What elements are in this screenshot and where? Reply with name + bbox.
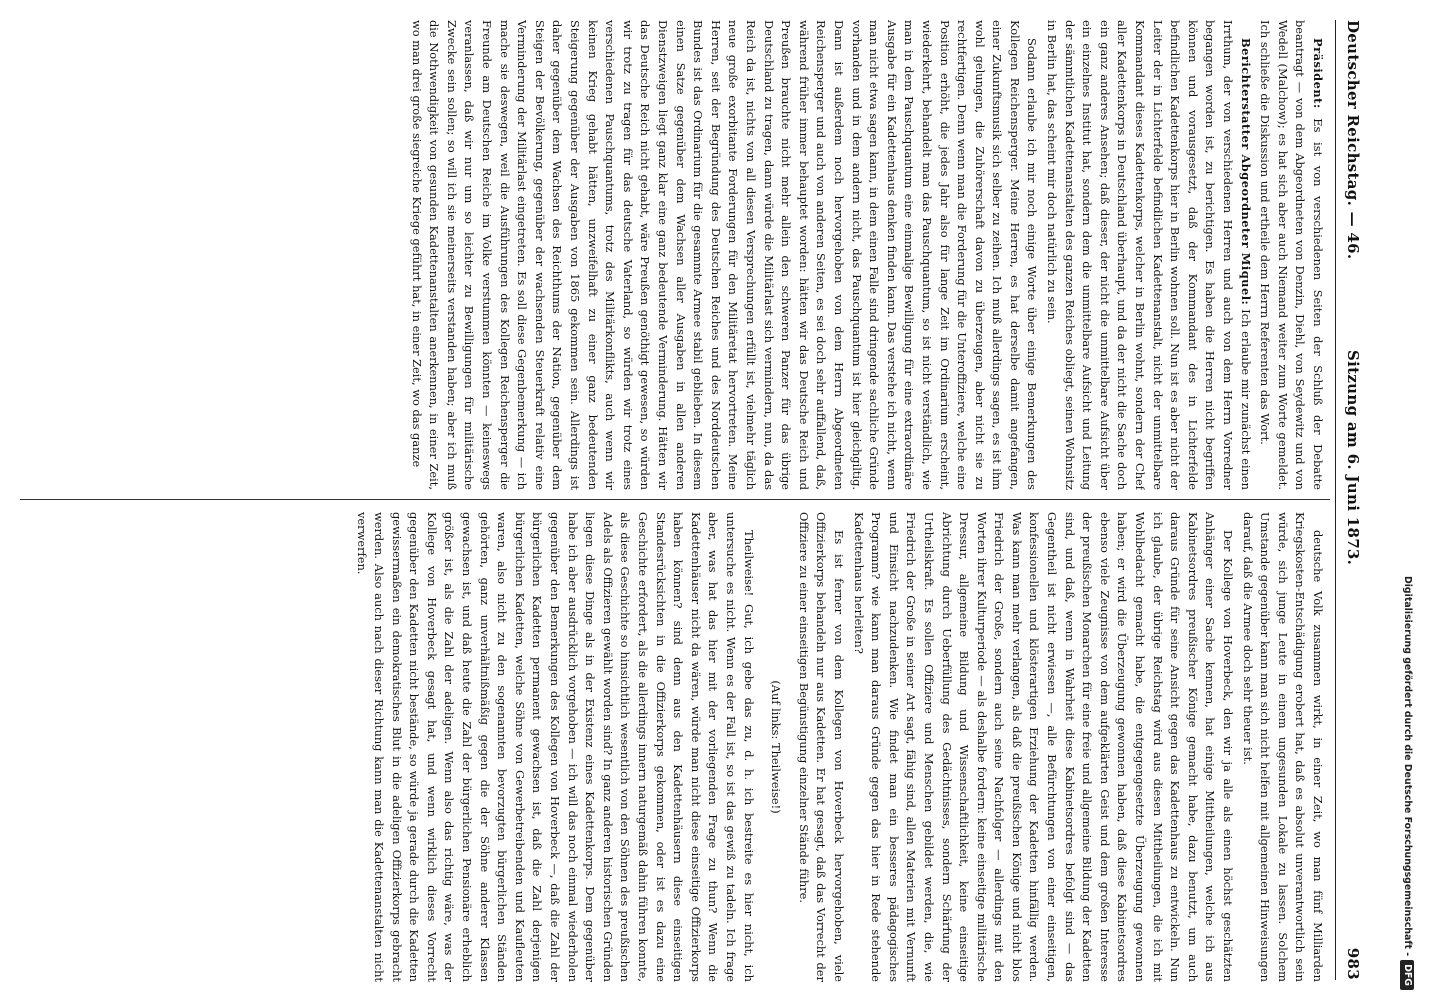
paragraph	[1256, 20, 1326, 490]
header-rule	[1335, 20, 1336, 980]
digitization-note	[1394, 10, 1420, 990]
text-column-left	[26, 20, 1326, 490]
speaker-name: Berichterstatter Abgeordneter Miquel:	[1238, 38, 1253, 306]
paragraph-text: Der Kollege von Hoverbeck, den wir ja alle als einen höchst geschätzten Anhänger einer Sache kennen, hat einige Mittheilungen, welche ich aus Kabinetsordres preußischer Könige gemacht habe, dazu benutzt, um auch daraus Gründe für seine Ansicht gegen das Kadettenhaus zu entwickeln. Nun ich glaube, der übrige Reichstag wird aus diesen Mittheilungen, die ich mit Wohlbedacht gemacht habe, die entgegengesetzte Überzeugung gewonnen haben; er wird die Überzeugung gewonnen haben, daß diese Kabinetsordres ebenso viele Zeugnisse von dem aufgeklärten Geist und dem großen Interesse der preußischen Monarchen für eine freie und allgemeine Bildung der Kadetten sind, und daß, wenn in Wahrheit diese Kabinetsordres befolgt sind — das Gegentheil ist nicht erwiesen —, alle Befürchtungen von einer einseitigen, konfessionellen und klösterartigen Erziehung der Kadetten hinfällig werden. Was kann man mehr verlangen, als daß die preußischen Könige und nicht blos Friedrich der Große, sondern auch seine Nachfolger — allerdings mit den Worten ihrer Kulturperiode — als deshalbe fordern: keine einseitige militärische Dressur, allgemeine Bildung und Wissenschaftlichkeit, keine einseitige Abrichtung durch Ueberfüllung des Gedächtnisses, sondern Schärfung der Urtheilskraft. Es sollen Offiziere und Menschen gebildet werden, die, wie Friedrich der Große in seiner Art sagt, fähig sind, allen Materien mit Vernunft und Einsicht nachzudenken. Wie findet man ein besseres pädagogisches Programm? wie kann man daraus Gründe gegen das hier in Rede stehende Kadettenhaus herleiten?	[851, 512, 1236, 982]
paragraph	[1238, 512, 1326, 982]
digitization-sidebar	[1394, 10, 1420, 990]
header-session-date: Sitzung am 6. Juni 1873.	[1344, 350, 1362, 566]
paragraph-text: Es ist ferner von dem Kollegen von Hoverbeck hervorgehoben, viele Offizierkorps behandeln nur aus Kadetten. Er hat gesagt, daß das Vorrecht der Offiziere zu einer einseitigen Begünstigung einzelner Stände führe.	[796, 512, 846, 982]
interjection: (Auf links: Theilweise!)	[769, 680, 784, 814]
text-column-right	[26, 512, 1326, 982]
paragraph-text: Ich erlaube mir zunächst einen Irrthum, der von verschiedenen Herren und auch von dem Herrn Vorredner begangen worden ist, zu berichtigen. Es haben die Herren nicht begriffen können und vorausgesetzt, daß der Kommandant des in Lichterfelde befindlichen Kadettenkorps hier in Berlin wohnen soll. Nun ist es aber nicht der Leiter der in Lichterfelde befindlichen Kadettenanstalt, nicht der unmittelbare Kommandant dieses Kadettenkorps, welcher in Berlin wohnt, sondern der Chef aller Kadettenkorps in Deutschland überhaupt, und da der nicht die Sache doch ein ganz anderes Ansehen; daß dieser, der nicht die unmittelbare Aufsicht über ein einzelnes Institut hat, sondern dem die unmittelbare Aufsicht und Leitung der sämmtlichen Kadettenanstalten des ganzen Reiches obliegt, seinen Wohnsitz in Berlin hat, das scheint mir doch natürlich zu sein.	[1045, 20, 1253, 490]
paragraph	[1043, 20, 1254, 490]
paragraph-text: deutsche Volk zusammen wirkt, in einer Zeit, wo man fünf Milliarden Kriegskosten-Entschädigung erobert hat, daß es absolut unverantwortlich sein würde, sich junge Leute in einem ungesunden Lokale zu lassen. Solchem Umstande gegenüber kann man sich nicht helfen mit allgemeinen Hinweisungen darauf, daß die Armee doch sehr theuer ist.	[1240, 512, 1325, 982]
dfg-logo: DFG	[1400, 960, 1414, 990]
paragraph	[794, 512, 847, 982]
page-header	[1336, 20, 1370, 980]
paragraph-text: Theilweise! Gut, ich gebe das zu, d. h. ich bestreite es hier nicht, ich untersuche es nicht. Wenn es der Fall ist, so ist das gewiß zu tadeln. Ich frage aber, was hat das hier mit der vorliegenden Frage zu thun? Wenn die Kadettenhäuser nicht da wären, würde man nicht diese einseitige Offizierkorps haben können? sind denn aus den Kadettenhäusern diese einseitigen Standesrücksichten in die Offizierkorps gekommen, oder ist es dazu eine Geschichte erfordert, als die allerdings innern naturgemäß dahin führen konnte, als diese Geschichte so hinsichtlich wesentlich von den Söhnen des preußischen Adels als Offizieren gewählt worden sind? In ganz anderen historischen Gründen liegen diese Dinge als in der Existenz eines Kadettenkorps. Dem gegenüber habe ich aber ausdrücklich vorgehoben — ich will das noch einmal wiederholen gegenüber den Bemerkungen des Kollegen von Hoverbeck —, daß die Zahl der bürgerlichen Kadetten permanent gewachsen ist, daß die Zahl derjenigen bürgerlichen Kadetten, welche Söhne von Gewerbetreibenden und Kaufleuten waren, also nicht zu den sogenannten bevorzugten bürgerlichen Ständen gehörten, ganz unverhältnißmäßig gegen die der Söhne anderer Klassen gewachsen ist, und daß heute die Zahl der bürgerlichen Pensionäre erheblich größer ist, als die Zahl der adeligen. Wenn also das richtig wäre, was der Kollege von Hoverbeck gesagt hat, und wenn wirklich dieses Vorrecht gegenüber den Kadetten nicht bestände, so würde ja gerade durch die Kadetten gewissermaßen ein demokratisches Blut in die adeligen Offizierkorps gebracht werden. Also auch nach dieser Richtung kann man die Kadettenanstalten nicht verwerfen.	[354, 512, 756, 982]
paragraph	[407, 20, 1040, 490]
paragraph	[849, 512, 1236, 982]
paragraph	[352, 512, 757, 982]
column-divider	[20, 499, 1330, 500]
header-publication: Deutscher Reichstag. — 46.	[1344, 20, 1362, 260]
page-number: 983	[1344, 947, 1362, 980]
speaker-name: Präsident:	[1311, 38, 1325, 109]
digitization-text: Digitalisierung gefördert durch die Deutsche Forschungsgemeinschaft -	[1402, 575, 1413, 957]
paragraph-text: Es ist von verschiedenen Seiten der Schluß der Debatte beantragt — von dem Abgeordneten von Denzin, Diehl, von Seydewitz und von Wedell (Malchow); es hat sich aber auch Niemand weiter zum Worte gemeldet. Ich schließe die Diskussion und ertheile dem Herrn Referenten das Wort.	[1258, 20, 1325, 490]
paragraph-text: Sodann erlaube ich mir noch einige Worte über einige Bemerkungen des Kollegen Reichensperger. Meine Herren, es hat derselbe damit angefangen, einer Zukunftsmusik sich selber zu zeihen. Ich muß allerdings sagen, es ist ihm wohl gelungen, die Zuhörerschaft davon zu überzeugen, aber nicht sie zu rechtfertigen. Denn wenn man die Forderung für die Unteroffiziere, welche eine Position erhöht, die jedes Jahr also für lange Zeit im Ordinarium erscheint, wiederkehrt, behandelt man das Pauschquantum, so ist nicht verständlich, wie man in dem Pauschquantum eine einmalige Bewilligung für eine extraordinäre Ausgabe für ein Kadettenhaus denken finden kann. Das verstehe ich nicht, wenn man nicht etwa sagen kann, in dem einen Falle sind dringende sachliche Gründe vorhanden und in dem andern nicht, das Pauschquantum ist hier gleichgiltig. Dann ist außerdem noch hervorgehoben von dem Herrn Abgeordneten Reichensperger und auch von anderen Seiten, es sei doch sehr auffallend, daß, während früher immer behauptet worden: hätten wir das Deutsche Reich und Preußen brauchte nicht mehr allein den schweren Panzer für das übrige Deutschland zu tragen, dann würde die Militärlast sich vermindern, nun, da das Reich da ist, nichts von all diesen Versprechungen erfüllt ist, vielmehr täglich neue große exorbitante Forderungen für den Militäretat hervortreten. Meine Herren, seit der Begründung des Deutschen Reiches und des Norddeutschen Bundes ist das Ordinarium für die gesammte Armee stabil geblieben. In diesem einen Satze gegenüber dem Wachsen aller Ausgaben in allen anderen Dienstzweigen liegt ganz klar eine ganz bedeutende Verminderung. Hätten wir das Deutsche Reich nicht gehabt, wäre Preußen genöthigt gewesen, so würden wir trotz zu tragen für das deutsche Vaterland, so würden wir trotz eines verschiedenen Pauschquantums, trotz des Militärkonflikts, auch wenn wir keinen Krieg gehabt hätten, unzweifelhaft zu einer ganz bedeutenden Steigerung gegenüber der Ausgaben von 1865 gekommen sein. Allerdings ist daher gegenüber dem Wachsen des Reichthums der Nation, gegenüber dem Steigen der Bevölkerung, gegenüber der wachsenden Steuerkraft relativ eine Verminderung der Militärlast eingetreten. Es soll diese Gegenbemerkung — ich mache sie deswegen, weil die Ausführungen des Kollegen Reichensperger die Freunde am Deutschen Reiche im Volke verstummen könnten — keineswegs veranlassen, daß wir nur um so leichter zu Bewilligungen für militärische Zwecke sein sollen; so will ich sie meinerseits verstanden haben; aber ich muß die Nothwendigkeit von gesunden Kadettenanstalten anerkennen, in einer Zeit, wo man drei große siegreiche Kriege geführt hat, in einer Zeit, wo das ganze	[409, 20, 1040, 490]
